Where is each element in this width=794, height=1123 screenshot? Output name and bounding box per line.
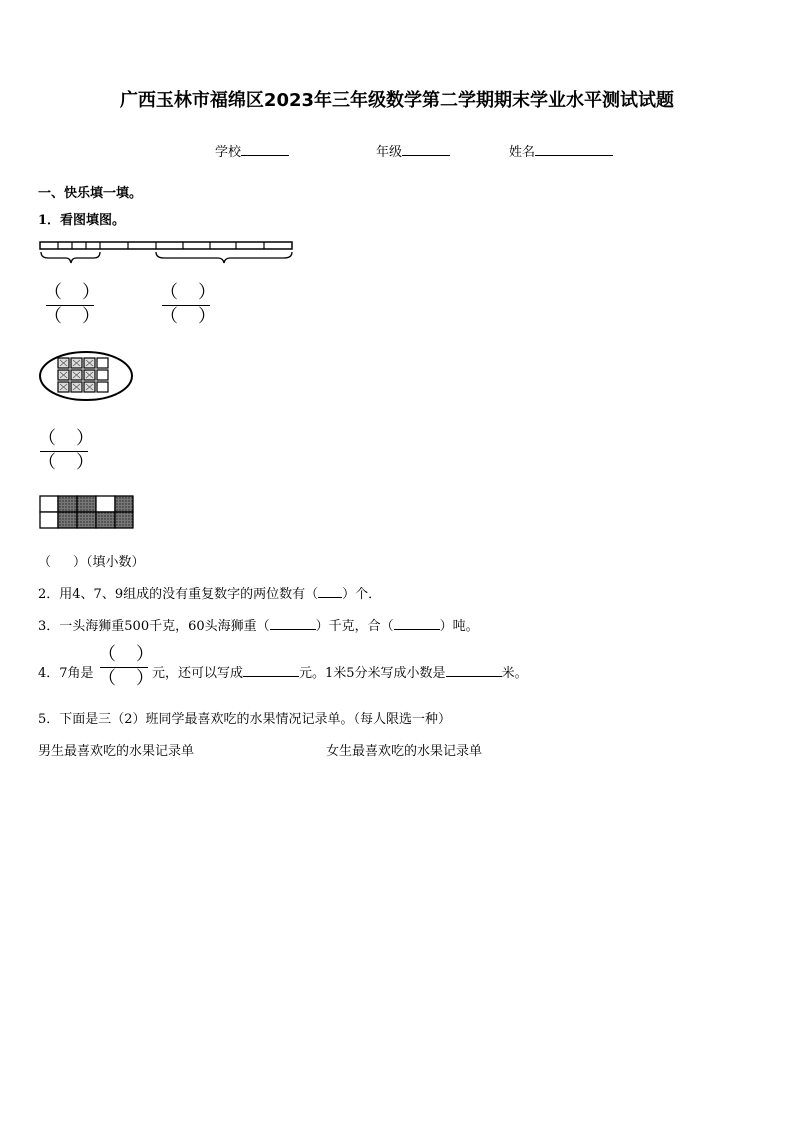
- question-2-text-end: ）个．: [342, 587, 382, 602]
- question-4-rest: [152, 662, 528, 681]
- paren-close: ）: [136, 644, 154, 665]
- name-label: 姓名: [509, 145, 536, 160]
- shaded-grid-figure: [38, 494, 138, 532]
- paren-open: （: [98, 668, 116, 689]
- answer-blank-ton[interactable]: [394, 617, 440, 630]
- paren-open: （: [38, 452, 56, 473]
- segmented-strip-figure: [38, 238, 298, 268]
- paren-close: ）: [73, 555, 87, 570]
- girls-record-caption: 女生最喜欢吃的水果记录单: [326, 744, 483, 759]
- fraction-blank-1[interactable]: [44, 284, 104, 326]
- question-4-text-a: 4．7角是: [38, 666, 94, 681]
- school-label: 学校: [215, 145, 242, 160]
- question-4-text-c: 元。1米5分米写成小数是: [299, 666, 446, 681]
- fraction-blank-4[interactable]: [98, 646, 158, 688]
- fraction-blank-2[interactable]: [160, 284, 220, 326]
- question-3: [38, 615, 479, 634]
- grade-label: 年级: [376, 145, 403, 160]
- question-4-text-b: 元，还可以写成: [152, 666, 244, 681]
- name-blank[interactable]: [535, 143, 613, 156]
- boys-record-caption: 男生最喜欢吃的水果记录单: [38, 744, 195, 759]
- question-1-prompt: 1．看图填图。: [38, 213, 126, 228]
- paren-close: ）: [136, 668, 154, 689]
- paren-open: （: [44, 282, 62, 303]
- paren-close: ）: [76, 452, 94, 473]
- question-5: 5．下面是三（2）班同学最喜欢吃的水果情况记录单。（每人限选一种）: [38, 712, 452, 727]
- section-heading: 一、快乐填一填。: [38, 186, 143, 201]
- answer-blank-yuan[interactable]: [243, 664, 299, 677]
- page-title: 广西玉林市福绵区2023年三年级数学第二学期期末学业水平测试试题: [119, 90, 675, 111]
- grade-field[interactable]: [376, 141, 450, 160]
- question-4-text-d: 米。: [501, 666, 528, 681]
- answer-blank[interactable]: [318, 585, 342, 598]
- paren-close: ）: [82, 282, 100, 303]
- fill-decimal-label: （填小数）: [86, 555, 145, 570]
- paren-close: ）: [198, 306, 216, 327]
- question-3-text-c: ）吨。: [439, 619, 479, 634]
- school-blank[interactable]: [241, 143, 289, 156]
- question-2-text: 2．用4、7、9组成的没有重复数字的两位数有（: [38, 587, 319, 602]
- paren-close: ）: [76, 428, 94, 449]
- question-3-text-b: ）千克，合（: [315, 619, 394, 634]
- paren-close: ）: [198, 282, 216, 303]
- answer-blank-kg[interactable]: [270, 617, 316, 630]
- paren-open: （: [98, 644, 116, 665]
- school-field[interactable]: [215, 141, 289, 160]
- paren-close: ）: [82, 306, 100, 327]
- question-2: [38, 583, 381, 602]
- fraction-blank-3[interactable]: [38, 430, 98, 472]
- paren-open: （: [160, 306, 178, 327]
- question-3-text-a: 3．一头海狮重500千克，60头海狮重（: [38, 619, 270, 634]
- decimal-answer-line[interactable]: [38, 551, 145, 570]
- paren-open: （: [38, 428, 56, 449]
- oval-grid-figure: [38, 350, 138, 404]
- paren-open: （: [160, 282, 178, 303]
- paren-open: （: [44, 306, 62, 327]
- paren-open: （: [38, 555, 52, 570]
- grade-blank[interactable]: [402, 143, 450, 156]
- answer-blank-meter[interactable]: [446, 664, 502, 677]
- name-field[interactable]: [509, 141, 613, 160]
